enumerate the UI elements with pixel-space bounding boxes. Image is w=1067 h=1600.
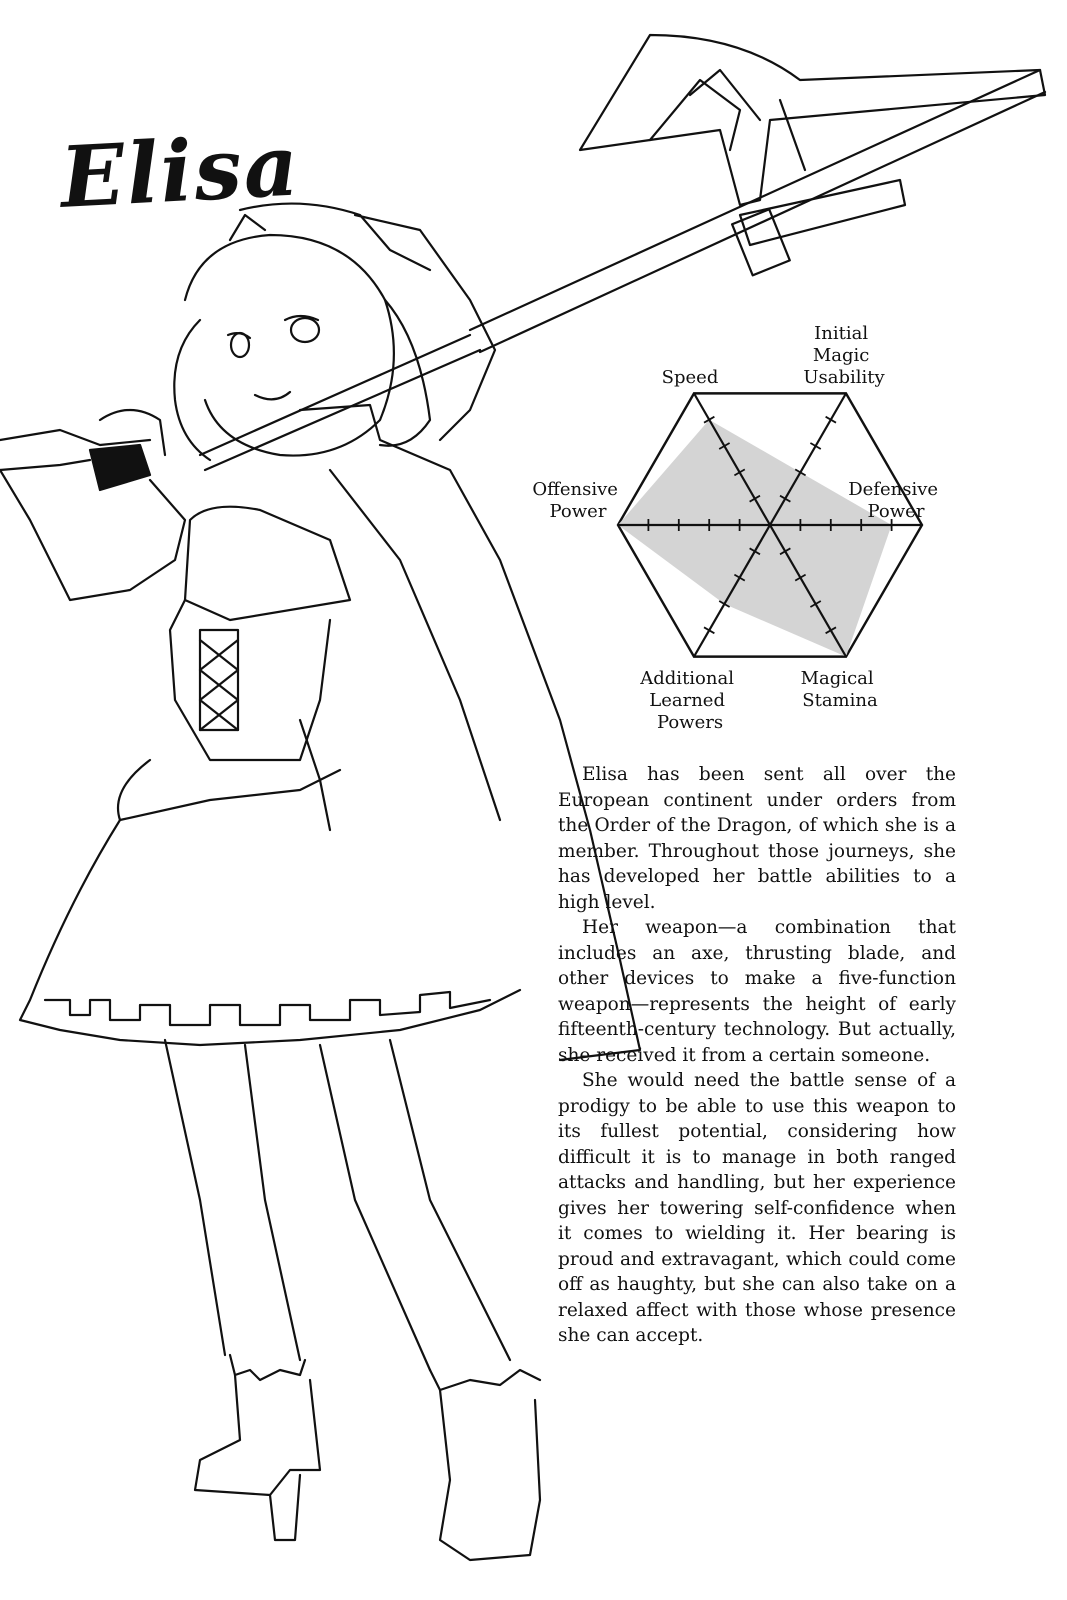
character-skirt — [20, 760, 520, 1045]
label-magical-stamina: Magical Stamina — [800, 668, 878, 711]
character-name-title: Elisa — [58, 115, 303, 227]
character-head — [174, 204, 495, 460]
axe-head — [580, 35, 1045, 205]
label-offensive-power: Offensive Power — [532, 479, 618, 522]
character-boots — [195, 1355, 540, 1560]
label-initial-magic-usability: Initial Magic Usability — [803, 323, 885, 388]
weapon-hilt — [0, 410, 165, 490]
description-paragraph: She would need the battle sense of a prodigy to be able to use this weapon to its fullest potential, considering how difficult it is to manage in both ranged attacks and handling, but her experience gives her towering self-confidence when it comes to wielding it. Her bearing is proud and extravagant, which could come off as haughty, but she can also take on a relaxed affect with those whose presence she can accept. — [558, 1070, 956, 1346]
description-paragraph: Her weapon—a combination that includes an axe, thrusting blade, and other devices to make a five-function weapon—represents the height of early fifteenth-century technology. But actually, she received it from a certain someone. — [558, 917, 956, 1066]
character-legs — [165, 1040, 510, 1370]
character-description — [558, 762, 956, 1349]
label-additional-learned-powers: Additional Learned Powers — [640, 668, 734, 733]
label-defensive-power: Defensive Power — [848, 479, 939, 522]
description-paragraph: Elisa has been sent all over the European continent under orders from the Order of the Dragon, of which she is a member. Throughout those journeys, she has developed her battle abilities to a high level. — [558, 764, 956, 913]
stat-radar-chart — [520, 315, 960, 745]
label-speed: Speed — [661, 367, 719, 388]
